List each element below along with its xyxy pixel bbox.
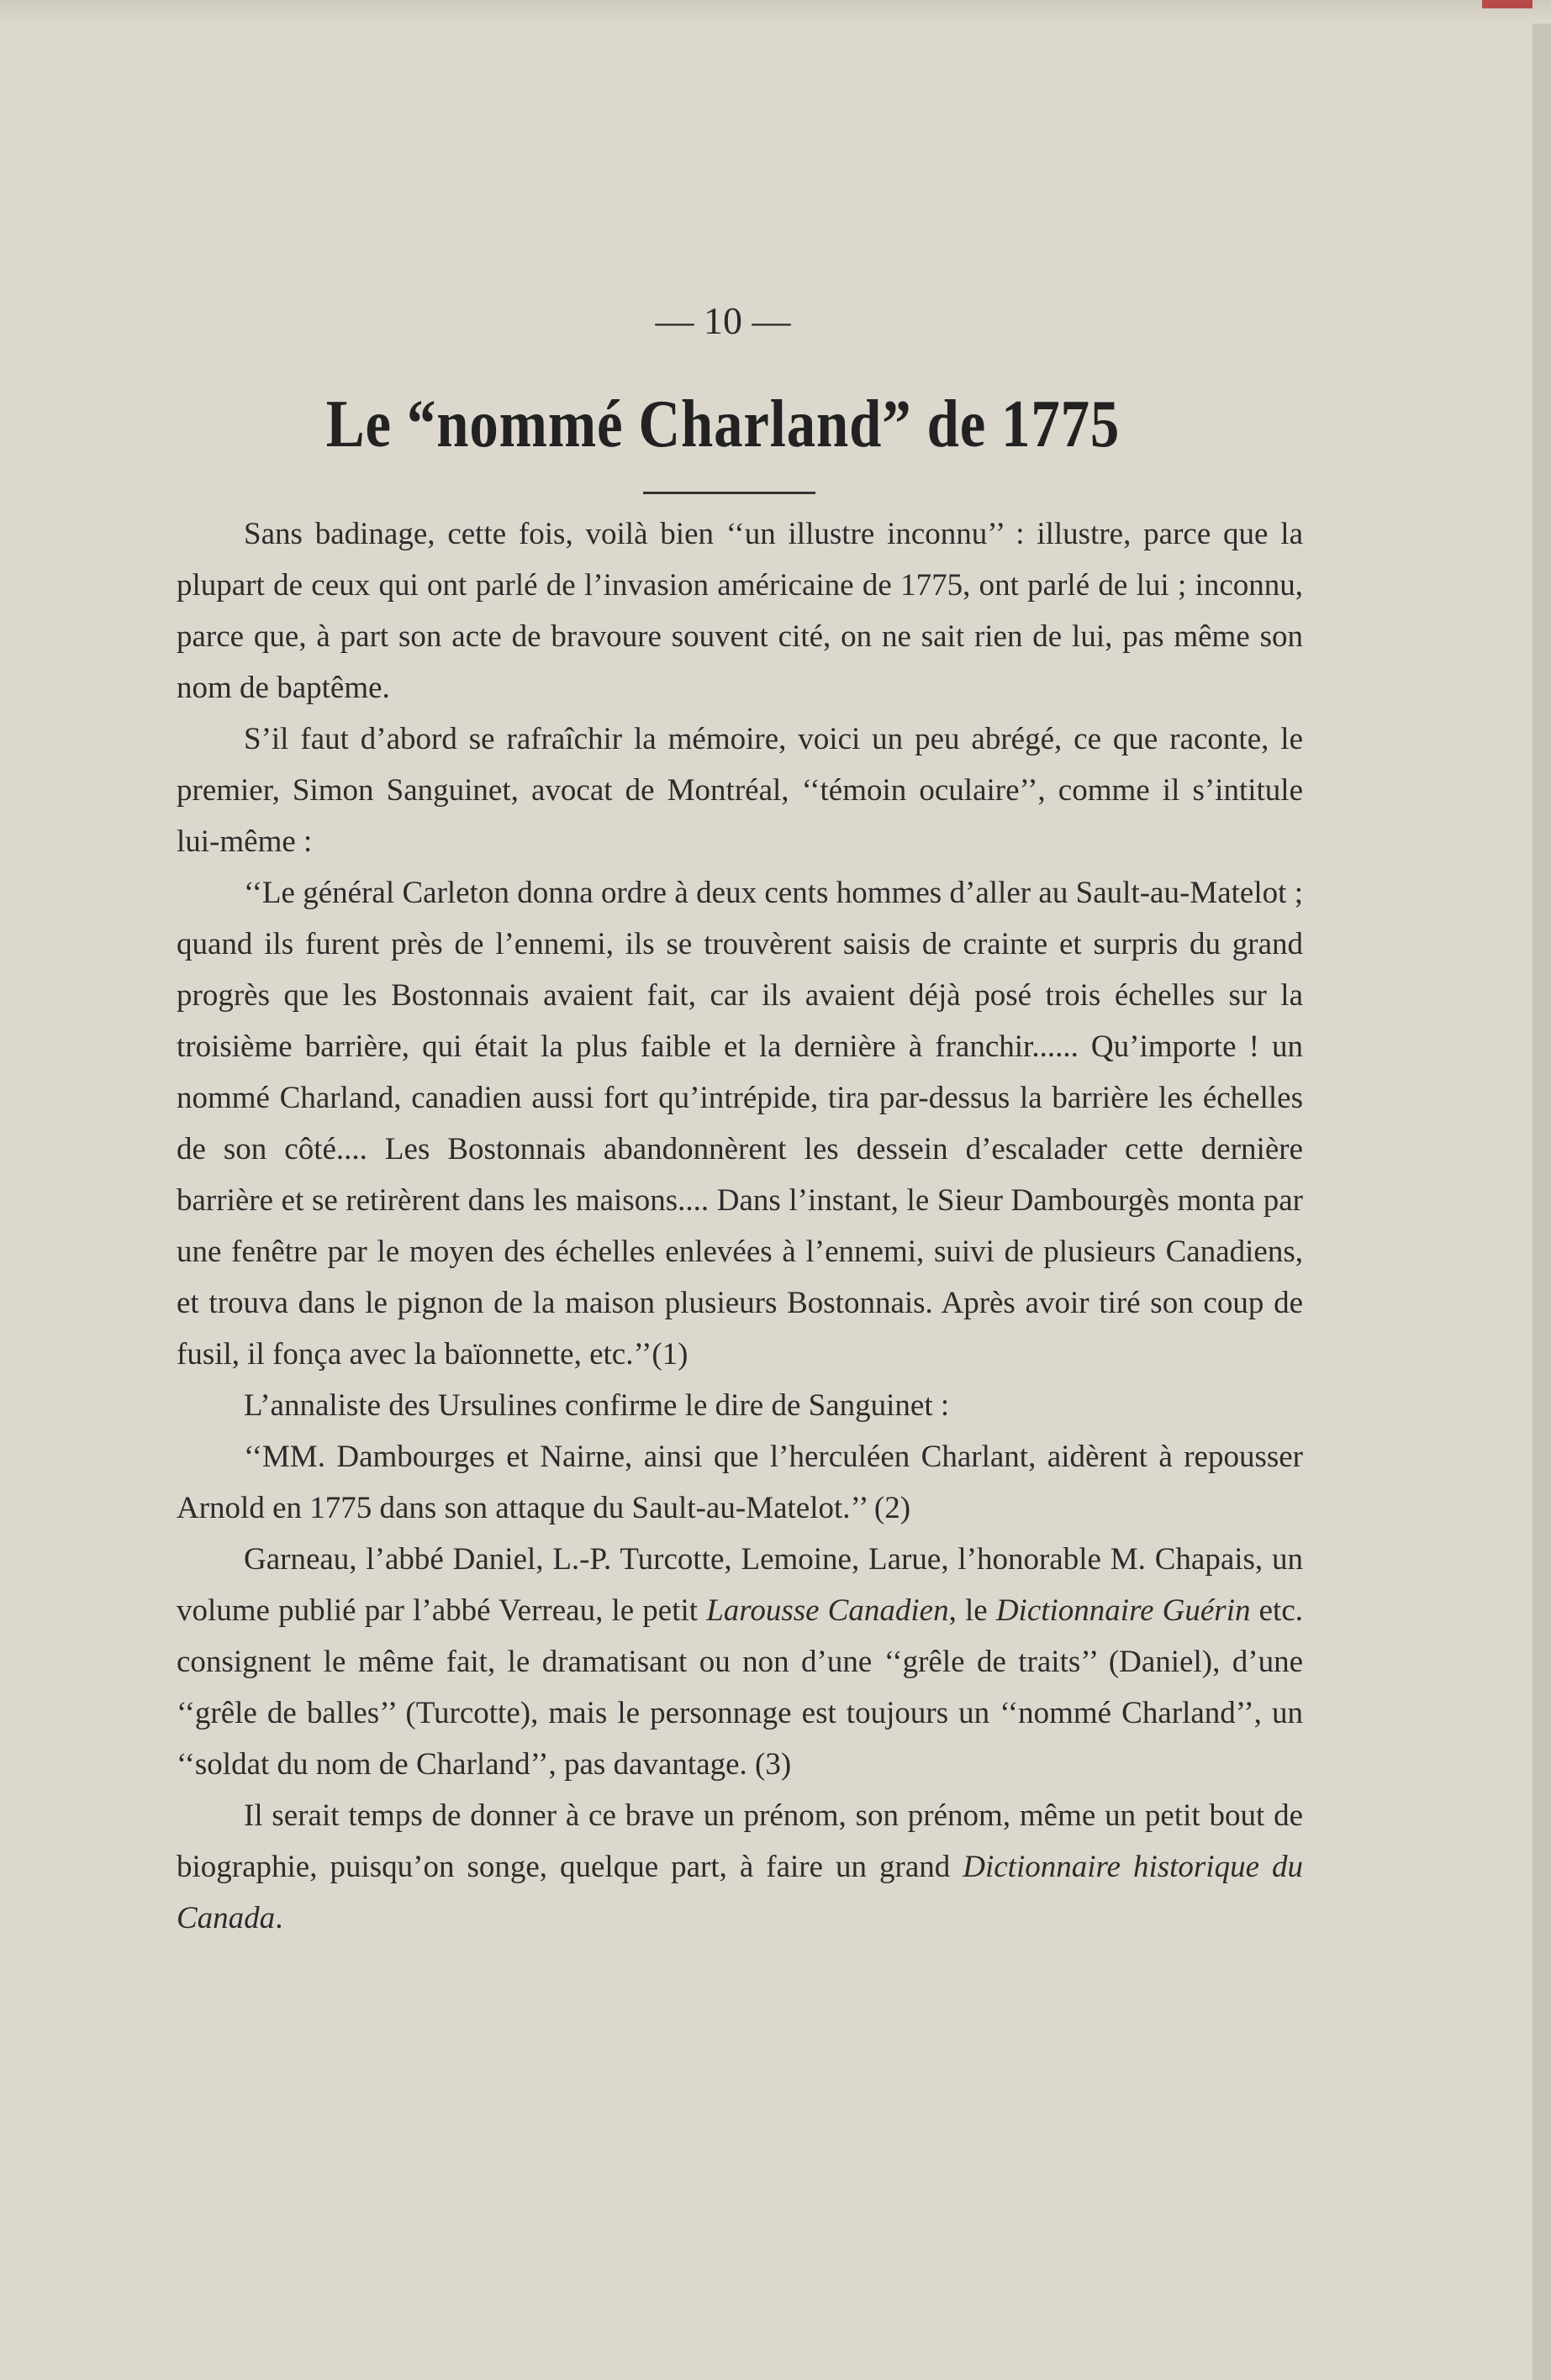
paragraph-6	[177, 1534, 1303, 1790]
paragraph-1	[177, 508, 1303, 713]
paragraph-3-quote-sanguinet	[177, 867, 1303, 1380]
italic-title-larousse: Larousse Canadien	[706, 1593, 949, 1628]
page-top-edge	[0, 0, 1551, 24]
paragraph-text: .	[275, 1901, 283, 1935]
paragraph-text: Il serait temps de donner à ce brave un prénom, son prénom, même un petit bout de biographie, puisqu’on songe, quelque part, à faire un grand	[177, 1798, 1303, 1884]
paragraph-text: ‘‘MM. Dambourges et Nairne, ainsi que l’herculéen Charlant, aidèrent à repousser Arnold en 1775 dans son attaque du Sault-au-Matelot.’’ (2)	[177, 1440, 1303, 1525]
paragraph-text: Garneau, l’abbé Daniel, L.-P. Turcotte, Lemoine, Larue, l’honorable M. Chapais, un volume publié par l’abbé Verreau, le petit	[177, 1542, 1303, 1628]
paragraph-text: L’annaliste des Ursulines confirme le dire de Sanguinet :	[244, 1388, 950, 1423]
paragraph-text: etc. consignent le même fait, le dramatisant ou non d’une ‘‘grêle de traits’’ (Daniel), d’une ‘‘grêle de balles’’ (Turcotte), mais le personnage est toujours un ‘‘nommé Charland’’, un ‘‘soldat du nom de Charland’’, pas davantage. (3)	[177, 1593, 1303, 1782]
paragraph-text: , le	[948, 1593, 996, 1628]
paragraph-text: S’il faut d’abord se rafraîchir la mémoire, voici un peu abrégé, ce que raconte, le premier, Simon Sanguinet, avocat de Montréal, ‘‘témoin oculaire’’, comme il s’intitule lui-même :	[177, 722, 1303, 859]
italic-title-dictionnaire-guerin: Dictionnaire Guérin	[995, 1593, 1251, 1628]
binding-edge	[1482, 0, 1533, 8]
article-title: Le “nommé Charland” de 1775	[325, 387, 1121, 461]
page-number: — 10 —	[655, 299, 791, 342]
title-divider	[643, 492, 815, 494]
article-body	[177, 508, 1303, 1944]
paragraph-7	[177, 1790, 1303, 1944]
paragraph-text: ‘‘Le général Carleton donna ordre à deux cents hommes d’aller au Sault-au-Matelot ; quand ils furent près de l’ennemi, ils se trouvèrent saisis de crainte et surpris du grand progrès que les Bostonnais avaient fait, car ils avaient déjà posé trois échelles sur la troisième barrière, qui était la plus faible et la dernière à franchir...... Qu’importe ! un nommé Charland, canadien aussi fort qu’intrépide, tira par-dessus la barrière les échelles de son côté.... Les Bostonnais abandonnèrent les dessein d’escalader cette dernière barrière et se retirèrent dans les maisons.... Dans l’instant, le Sieur Dambourgès monta par une fenêtre par le moyen des échelles enlevées à l’ennemi, suivi de plusieurs Canadiens, et trouva dans le pignon de la maison plusieurs Bostonnais. Après avoir tiré son coup de fusil, il fonça avec la baïonnette, etc.’’(1)	[177, 876, 1303, 1372]
paragraph-5-quote-ursulines	[177, 1431, 1303, 1534]
paragraph-text: Sans badinage, cette fois, voilà bien ‘‘un illustre inconnu’’ : illustre, parce que la plupart de ceux qui ont parlé de l’invasion américaine de 1775, ont parlé de lui ; inconnu, parce que, à part son acte de bravoure souvent cité, on ne sait rien de lui, pas même son nom de baptême.	[177, 517, 1303, 705]
paragraph-2	[177, 713, 1303, 867]
italic-title-dictionnaire-historique: Dictionnaire historique du Canada	[177, 1850, 1303, 1935]
paragraph-4	[177, 1380, 1303, 1431]
